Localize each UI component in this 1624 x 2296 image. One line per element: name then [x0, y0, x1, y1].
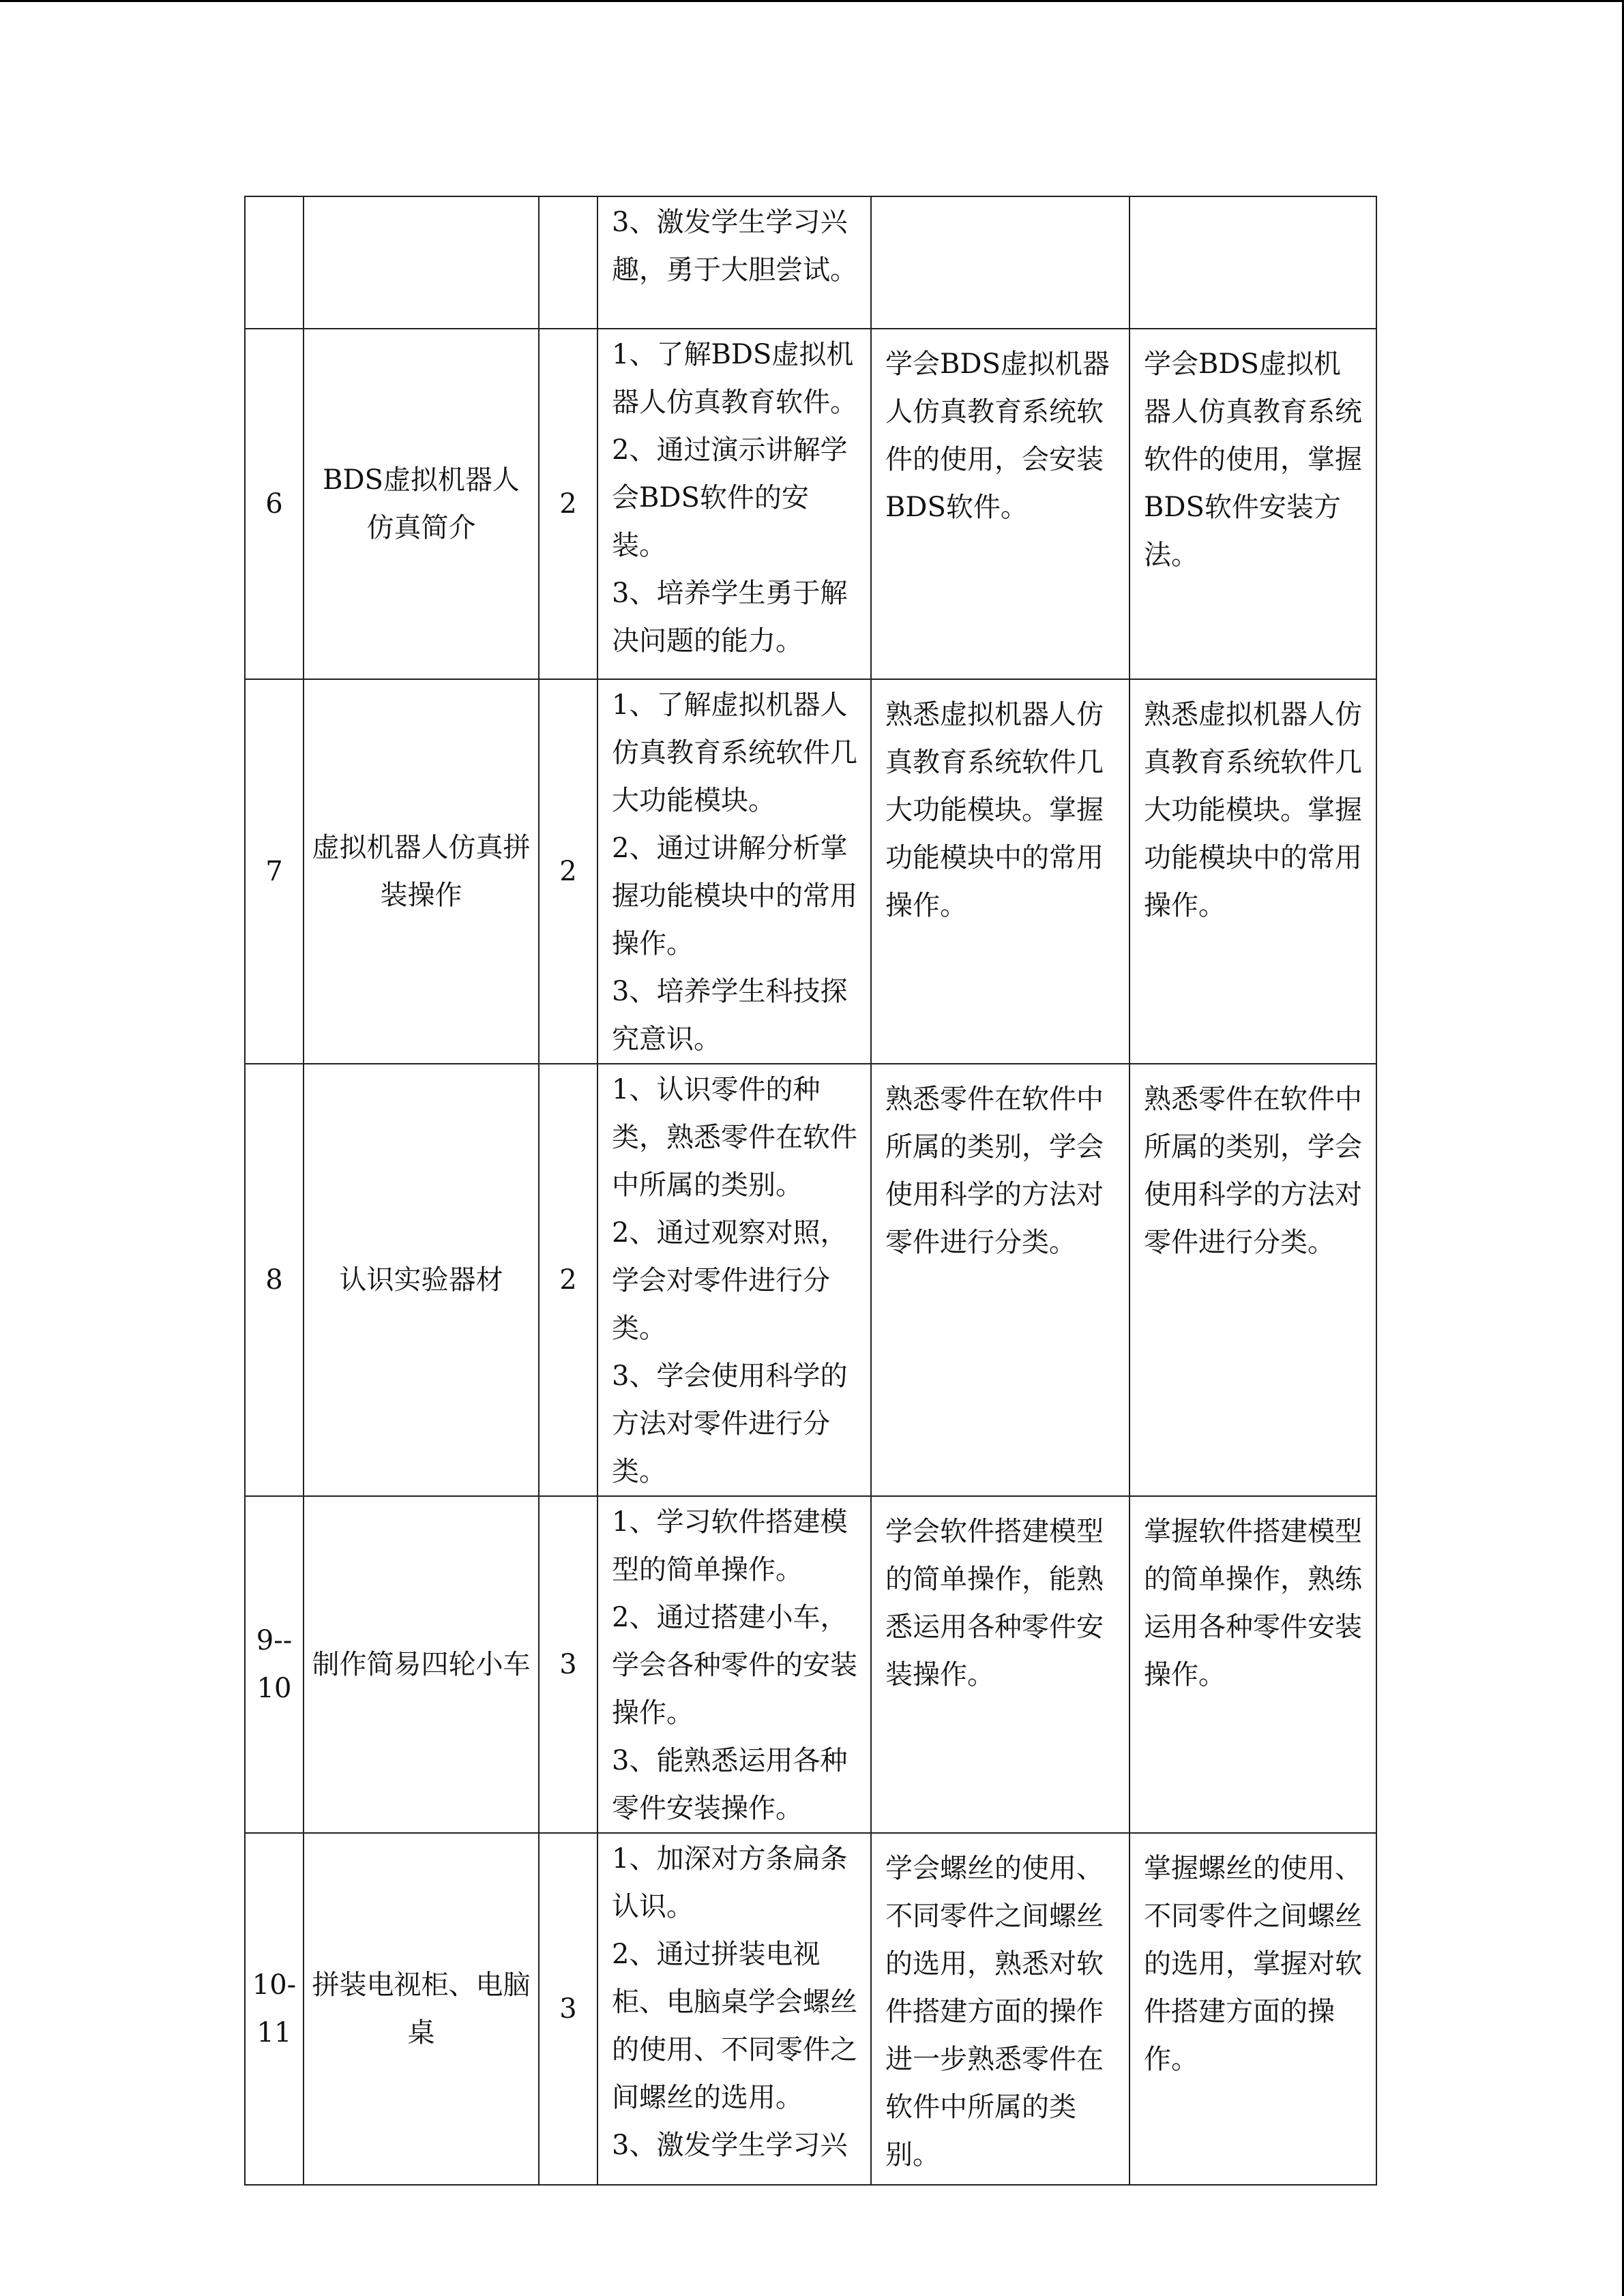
- goal-item: 2、通过观察对照，学会对零件进行分类。: [612, 1217, 848, 1344]
- topic-cell: 拼装电视柜、电脑桌: [304, 1833, 539, 2185]
- topic-cell: [304, 196, 539, 329]
- goal-item: 3、激发学生学习兴: [612, 2130, 848, 2161]
- hours-cell: 2: [539, 329, 597, 679]
- goals-cell: [597, 679, 871, 1064]
- table-row: [245, 1496, 1376, 1833]
- goal-item: 1、加深对方条扁条认识。: [612, 1843, 848, 1922]
- hours-cell: [539, 196, 597, 329]
- week-cell: 7: [245, 679, 304, 1064]
- goal-item: 2、通过演示讲解学会BDS软件的安装。: [612, 434, 848, 561]
- assessment-cell: [1130, 196, 1376, 329]
- goals-cell: [597, 329, 871, 679]
- requirement-cell: 学会软件搭建模型的简单操作，能熟悉运用各种零件安装操作。: [871, 1496, 1130, 1833]
- week-cell: 9--10: [245, 1496, 304, 1833]
- assessment-cell: 熟悉虚拟机器人仿真教育系统软件几大功能模块。掌握功能模块中的常用操作。: [1130, 679, 1376, 1064]
- goals-cell: [597, 1833, 871, 2185]
- goal-item: 1、了解虚拟机器人仿真教育系统软件几大功能模块。: [612, 689, 857, 816]
- table-row: [245, 196, 1376, 329]
- hours-cell: 3: [539, 1833, 597, 2185]
- hours-cell: 3: [539, 1496, 597, 1833]
- goal-item: 2、通过拼装电视柜、电脑桌学会螺丝的使用、不同零件之间螺丝的选用。: [612, 1939, 857, 2113]
- assessment-cell: 掌握螺丝的使用、不同零件之间螺丝的选用，掌握对软件搭建方面的操作。: [1130, 1833, 1376, 2185]
- topic-cell: BDS虚拟机器人仿真简介: [304, 329, 539, 679]
- teaching-plan-table: [244, 196, 1377, 2186]
- goals-cell: [597, 196, 871, 329]
- table-row: [245, 329, 1376, 679]
- goal-item: 3、激发学生学习兴趣，勇于大胆尝试。: [612, 207, 857, 286]
- goals-cell: [597, 1496, 871, 1833]
- topic-cell: 制作简易四轮小车: [304, 1496, 539, 1833]
- week-cell: 6: [245, 329, 304, 679]
- goal-item: 1、了解BDS虚拟机器人仿真教育软件。: [612, 339, 857, 418]
- goal-item: 2、通过讲解分析掌握功能模块中的常用操作。: [612, 833, 857, 959]
- requirement-cell: 学会螺丝的使用、不同零件之间螺丝的选用，熟悉对软件搭建方面的操作进一步熟悉零件在软件中所属的类别。: [871, 1833, 1130, 2185]
- week-cell: 8: [245, 1064, 304, 1496]
- hours-cell: 2: [539, 1064, 597, 1496]
- table-row: [245, 1833, 1376, 2185]
- assessment-cell: 掌握软件搭建模型的简单操作，熟练运用各种零件安装操作。: [1130, 1496, 1376, 1833]
- assessment-cell: 学会BDS虚拟机器人仿真教育系统软件的使用，掌握BDS软件安装方法。: [1130, 329, 1376, 679]
- goal-item: 3、学会使用科学的方法对零件进行分类。: [612, 1360, 848, 1487]
- table-row: [245, 1064, 1376, 1496]
- goal-item: 1、认识零件的种类，熟悉零件在软件中所属的类别。: [612, 1074, 857, 1201]
- page-edge-top: [0, 0, 1624, 2]
- requirement-cell: 熟悉虚拟机器人仿真教育系统软件几大功能模块。掌握功能模块中的常用操作。: [871, 679, 1130, 1064]
- goal-item: 2、通过搭建小车，学会各种零件的安装操作。: [612, 1602, 857, 1729]
- hours-cell: 2: [539, 679, 597, 1064]
- assessment-cell: 熟悉零件在软件中所属的类别，学会使用科学的方法对零件进行分类。: [1130, 1064, 1376, 1496]
- week-cell: [245, 196, 304, 329]
- requirement-cell: 熟悉零件在软件中所属的类别，学会使用科学的方法对零件进行分类。: [871, 1064, 1130, 1496]
- topic-cell: 认识实验器材: [304, 1064, 539, 1496]
- table-row: [245, 679, 1376, 1064]
- goals-cell: [597, 1064, 871, 1496]
- goal-item: 3、培养学生勇于解决问题的能力。: [612, 578, 848, 657]
- topic-cell: 虚拟机器人仿真拼装操作: [304, 679, 539, 1064]
- goal-item: 3、培养学生科技探究意识。: [612, 976, 848, 1055]
- goal-item: 3、能熟悉运用各种零件安装操作。: [612, 1745, 848, 1824]
- requirement-cell: 学会BDS虚拟机器人仿真教育系统软件的使用，会安装BDS软件。: [871, 329, 1130, 679]
- goal-item: 1、学习软件搭建模型的简单操作。: [612, 1506, 848, 1585]
- requirement-cell: [871, 196, 1130, 329]
- week-cell: 10-11: [245, 1833, 304, 2185]
